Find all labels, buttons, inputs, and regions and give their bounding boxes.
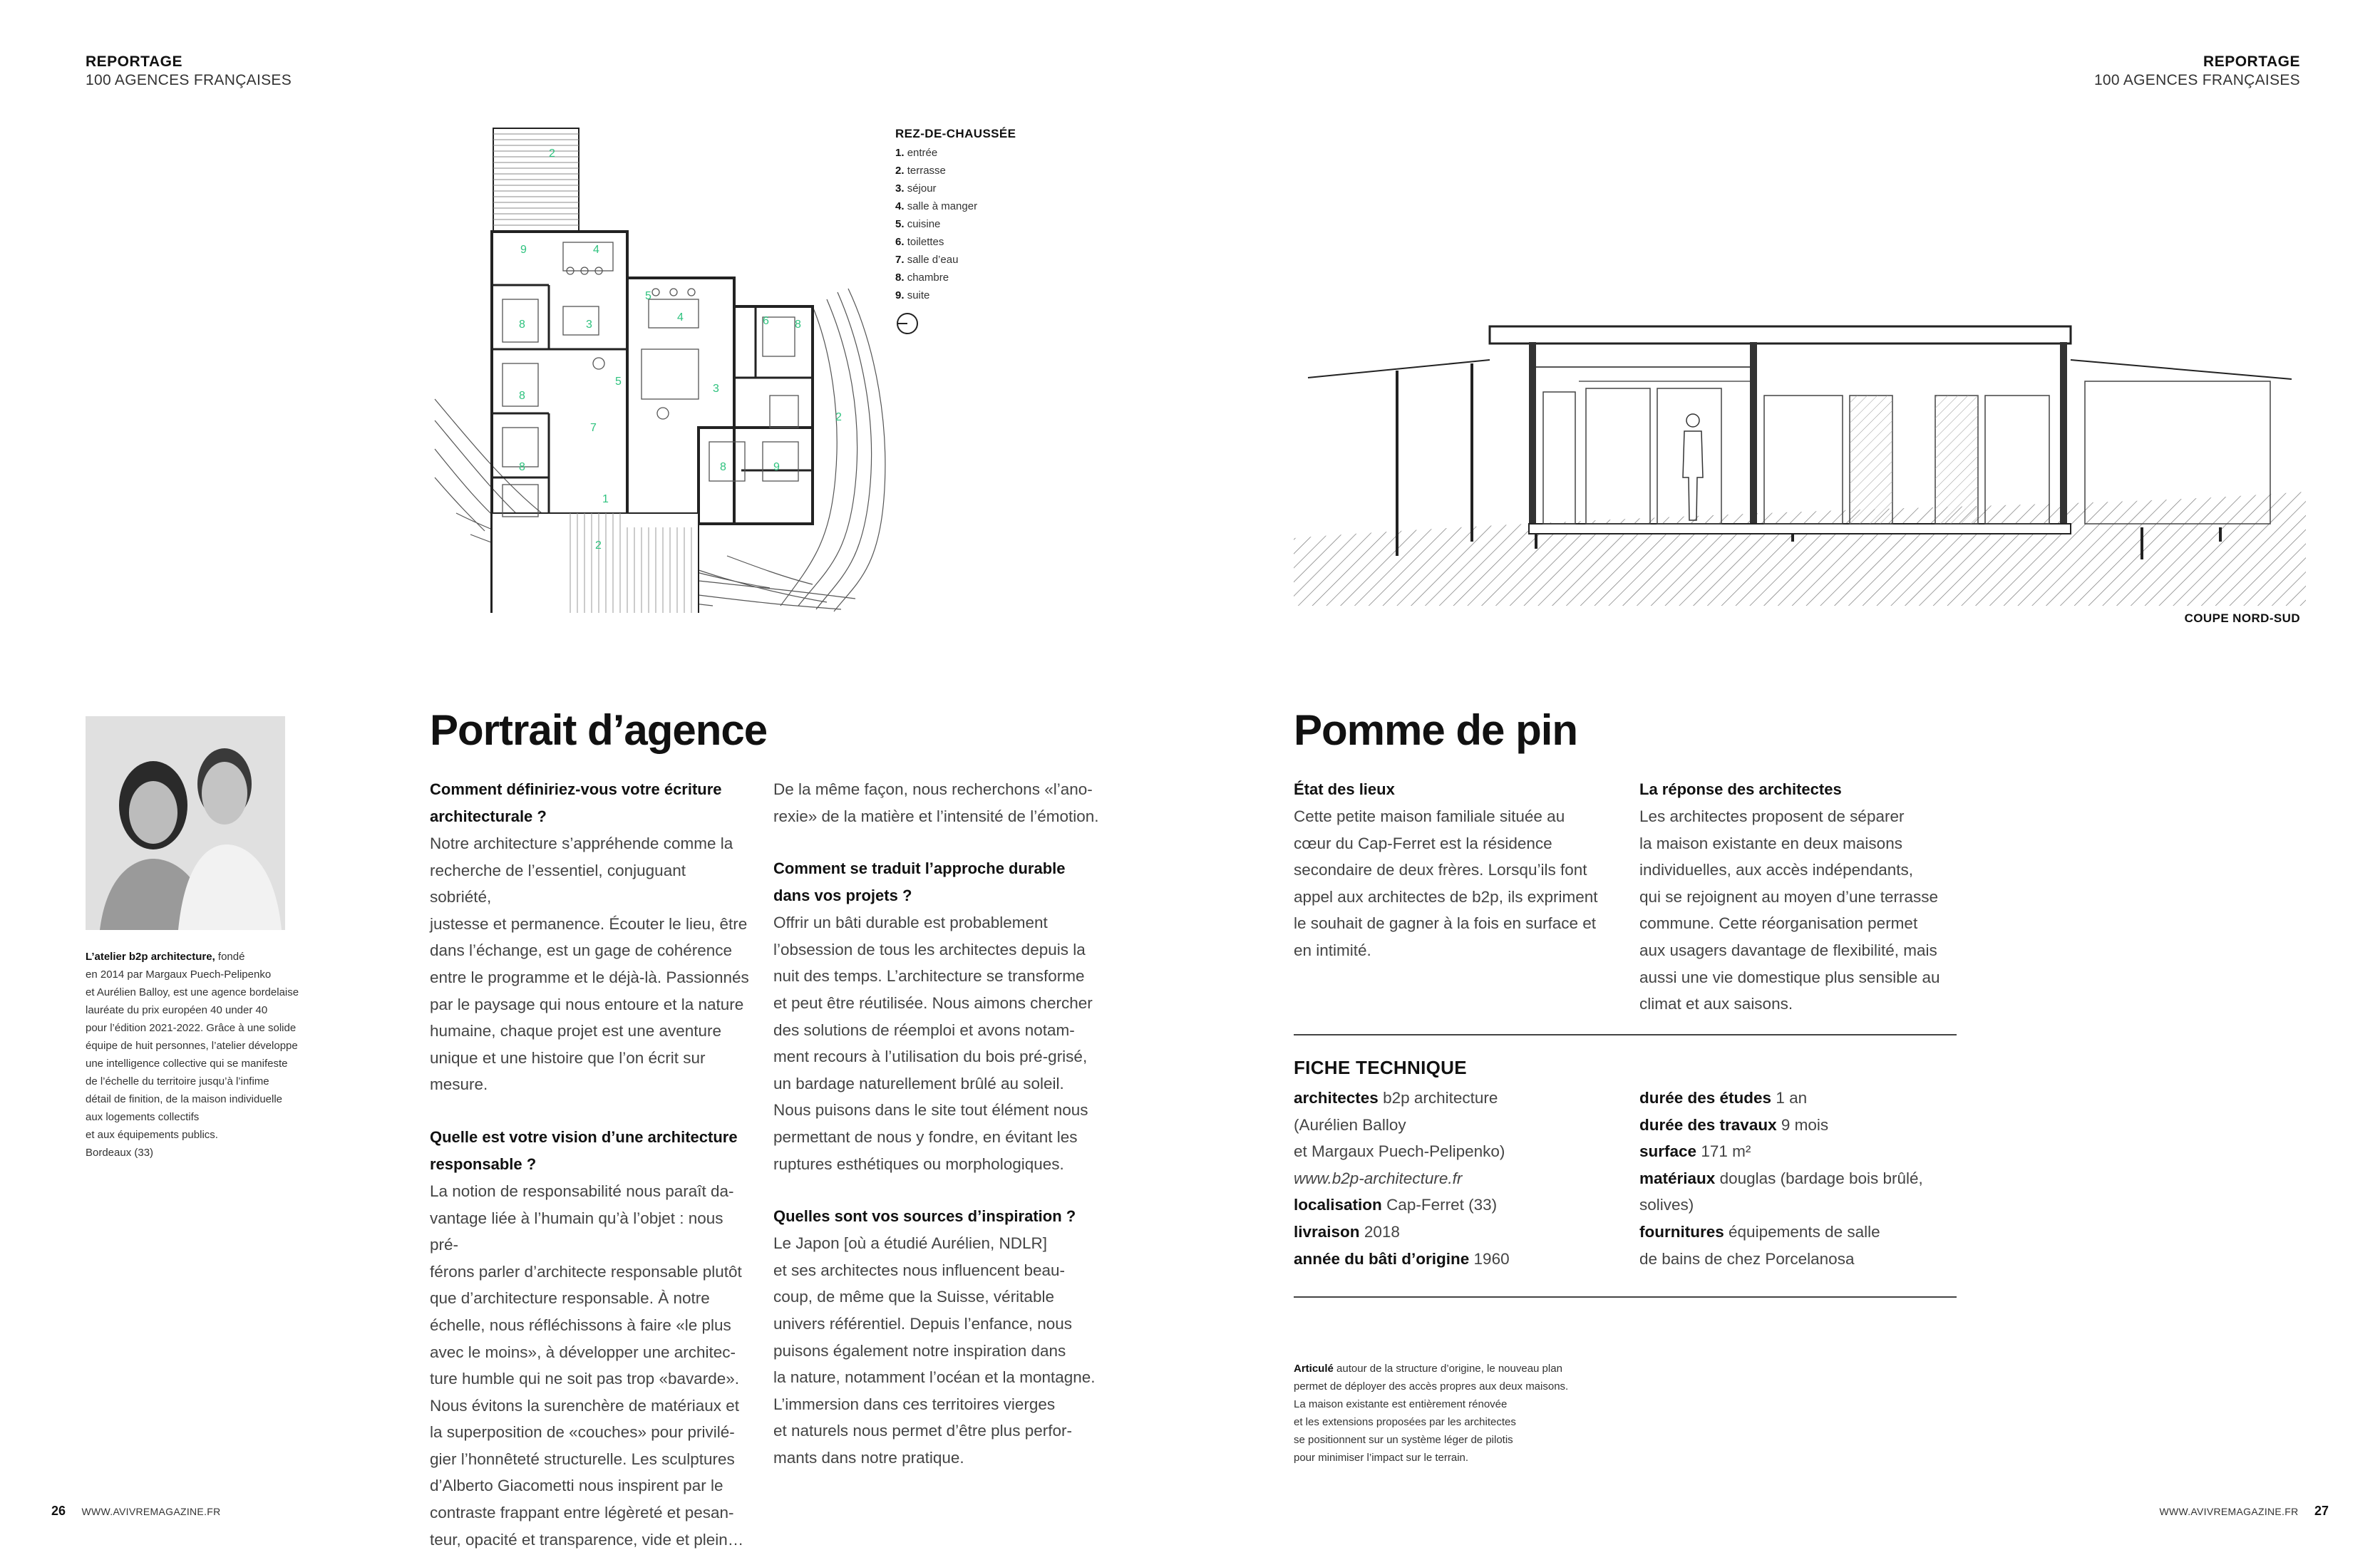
fiche-row: année du bâti d’origine 1960 <box>1294 1249 1510 1268</box>
portrait-title: Portrait d’agence <box>430 706 768 754</box>
room-number: 4 <box>593 244 599 256</box>
divider <box>1294 1034 1957 1035</box>
fiche-title: FICHE TECHNIQUE <box>1294 1057 1467 1078</box>
fiche-row: et Margaux Puech-Pelipenko) <box>1294 1142 1505 1161</box>
portrait-column-1 <box>430 776 751 1553</box>
answer: Notre architecture s’appréhende comme la recherche de l’essentiel, conjuguant sobriété, justesse et permanence. Écouter le lieu, être dans l’échange, est un gage de cohérence entre le programme et le déjà-là. Passionnés par le paysage qui nous entoure et la nature humaine, chaque projet est une aventure unique et une histoire que l’on écrit sur mesure. <box>430 835 749 1094</box>
question: Quelles sont vos sources d’inspiration ? <box>773 1207 1076 1226</box>
room-number: 5 <box>615 376 622 388</box>
room-number: 3 <box>713 383 719 395</box>
fiche-row: localisation Cap-Ferret (33) <box>1294 1196 1498 1214</box>
room-number: 6 <box>763 315 769 327</box>
floor-plan-drawing <box>428 114 898 613</box>
header-right <box>2094 53 2300 90</box>
column-heading: La réponse des architectes <box>1639 780 1842 798</box>
divider <box>1294 1296 1957 1298</box>
fiche-left <box>1294 1085 1629 1272</box>
etat-des-lieux: État des lieux Cette petite maison familiale située au cœur du Cap-Ferret est la résidence secondaire de deux frères. Lorsqu’ils font appel aux architectes de b2p, ils expriment le souhait de gagner à la fois en surface et en intimité. <box>1294 776 1622 964</box>
fiche-row: architectes b2p architecture <box>1294 1089 1498 1107</box>
portrait-column-2 <box>773 776 1101 1471</box>
fiche-row: surface 171 m² <box>1639 1142 1751 1161</box>
room-number: 8 <box>519 319 525 331</box>
room-number: 5 <box>645 290 651 302</box>
column-heading: État des lieux <box>1294 780 1395 798</box>
fiche-row: solives) <box>1639 1196 1694 1214</box>
north-arrow-icon <box>895 311 919 336</box>
legend-item: 4. salle à manger <box>895 200 978 212</box>
website-link[interactable]: WWW.AVIVREMAGAZINE.FR <box>81 1506 221 1517</box>
portrait-photo-icon <box>86 716 285 930</box>
question: Quelle est votre vision d’une architecture responsable ? <box>430 1127 738 1173</box>
page-number: 27 <box>2314 1504 2329 1518</box>
room-number: 1 <box>602 493 609 505</box>
reponse-architectes: La réponse des architectes Les architectes proposent de séparer la maison existante en deux maisons individuelles, aux accès indépendants, qui se rejoignent au moyen d’une terrasse commune. Cette réorganisation permet aux usagers davantage de flexibilité, mais aussi une vie domestique plus sensible au climat et aux saisons. <box>1639 776 1974 1018</box>
answer: Offrir un bâti durable est probablement l’obsession de tous les architectes depuis la nuit des temps. L’architecture se transforme et peut être réutilisée. Nous aimons chercher des solutions de réemploi et avons notam- ment recours à l’utilisation du bois pré-grisé, un bardage naturellement brûlé au soleil. Nous puisons dans le site tout élément nous permettant de nous y fondre, en évitant les ruptures esthétiques ou morphologiques. <box>773 914 1093 1173</box>
photo-caption: L’atelier b2p architecture, fondé en 2014 par Margaux Puech-Pelipenko et Aurélien Balloy, est une agence bordelaise lauréate du prix européen 40 under 40 pour l’édition 2021-2022. Grâce à une solide équipe de huit personnes, l’atelier développe une intelligence collective qui se manifeste de l’échelle du territoire jusqu’à l’infime détail de finition, de la maison individuelle aux logements collectifs et aux équipements publics. Bordeaux (33) <box>86 951 299 1159</box>
room-number: 9 <box>520 244 527 256</box>
project-title: Pomme de pin <box>1294 706 1578 754</box>
legend-item: 9. suite <box>895 289 930 301</box>
room-number: 8 <box>519 390 525 402</box>
page-number: 26 <box>51 1504 66 1518</box>
section-title: REPORTAGE <box>2203 53 2300 70</box>
architects-photo <box>86 716 285 930</box>
header-left <box>86 53 292 90</box>
room-number: 8 <box>795 319 801 331</box>
footer-right <box>2159 1504 2329 1519</box>
fiche-row: (Aurélien Balloy <box>1294 1115 1406 1134</box>
question: Comment se traduit l’approche durable dans vos projets ? <box>773 859 1066 905</box>
project-caption: Articulé autour de la structure d’origine, le nouveau plan permet de déployer des accès propres aux deux maisons. La maison existante est entièrement rénovée et les extensions proposées par les architectes se positionnent sur un système léger de pilotis pour minimiser l’impact sur le terrain. <box>1294 1363 1569 1464</box>
legend-item: 1. entrée <box>895 147 938 159</box>
section-drawing <box>1294 314 2306 606</box>
fiche-right <box>1639 1085 1974 1272</box>
room-number: 8 <box>720 461 726 473</box>
fiche-row: livraison 2018 <box>1294 1222 1400 1241</box>
plan-legend <box>895 127 1016 336</box>
room-number: 9 <box>773 461 780 473</box>
footer-left <box>51 1504 221 1519</box>
plan-legend-title: REZ-DE-CHAUSSÉE <box>895 127 1016 140</box>
fiche-row: de bains de chez Porcelanosa <box>1639 1249 1855 1268</box>
room-number: 2 <box>835 411 842 423</box>
legend-item: 8. chambre <box>895 272 949 284</box>
answer: La notion de responsabilité nous paraît da- vantage liée à l’humain qu’à l’objet : nous pré- férons parler d’architecte responsable plutôt que d’architecture responsable. À notre échelle, nous réfléchissons à faire «le plus avec le moins», à développer une architec- ture humble qui ne soit pas trop «bavarde». Nous évitons la surenchère de matériaux et la superposition de «couches» pour privilé- gier l’honnêteté structurelle. Les sculptures d’Alberto Giacometti nous inspirent par le contraste frappant entre légèreté et pesan- teur, opacité et transparence, vide et plein… <box>430 1182 744 1549</box>
website-link[interactable]: WWW.AVIVREMAGAZINE.FR <box>2159 1506 2299 1517</box>
section-caption: COUPE NORD-SUD <box>2184 611 2300 625</box>
legend-item: 7. salle d’eau <box>895 254 959 266</box>
section-title: REPORTAGE <box>86 53 182 70</box>
fiche-row: durée des travaux 9 mois <box>1639 1115 1829 1134</box>
fiche-row: www.b2p-architecture.fr <box>1294 1169 1463 1187</box>
fiche-row: matériaux douglas (bardage bois brûlé, <box>1639 1169 1923 1187</box>
fiche-row: fournitures équipements de salle <box>1639 1222 1880 1241</box>
legend-item: 6. toilettes <box>895 236 944 248</box>
room-number: 3 <box>586 319 592 331</box>
section-subtitle: 100 AGENCES FRANÇAISES <box>86 72 292 88</box>
legend-item: 3. séjour <box>895 182 937 195</box>
legend-item: 5. cuisine <box>895 218 941 230</box>
question: Comment définiriez-vous votre écriture architecturale ? <box>430 780 722 825</box>
section-subtitle: 100 AGENCES FRANÇAISES <box>2093 72 2300 88</box>
fiche-row: durée des études 1 an <box>1639 1089 1808 1107</box>
room-number: 2 <box>595 539 602 552</box>
room-number: 7 <box>590 422 597 434</box>
room-number: 8 <box>519 461 525 473</box>
answer: Le Japon [où a étudié Aurélien, NDLR] et ses architectes nous influencent beau- coup, de même que la Suisse, véritable univers référentiel. Depuis l’enfance, nous puisons également notre inspiration dans la nature, notamment l’océan et la montagne. L’immersion dans ces territoires vierges et naturels nous permet d’être plus perfor- mants dans notre pratique. <box>773 1234 1096 1467</box>
room-number: 4 <box>677 311 684 324</box>
paragraph: De la même façon, nous recherchons «l’ano- rexie» de la matière et l’intensité de l’émotion. <box>773 780 1099 825</box>
legend-item: 2. terrasse <box>895 165 946 177</box>
room-number: 2 <box>549 148 555 160</box>
